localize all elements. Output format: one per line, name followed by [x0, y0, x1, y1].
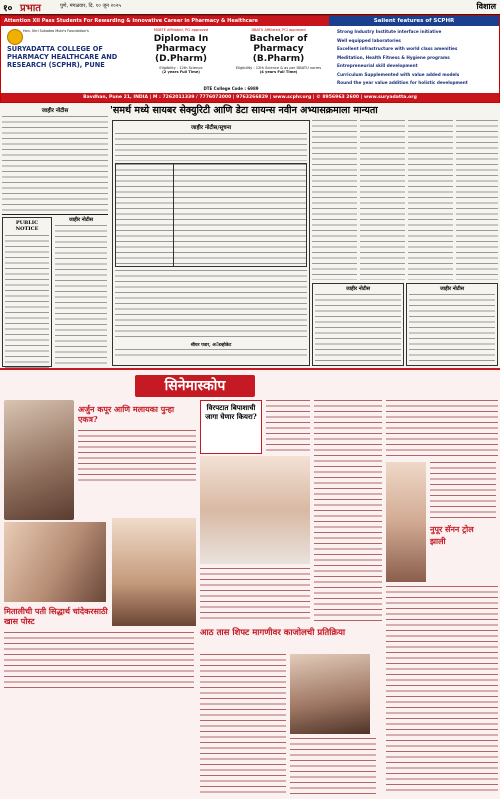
story3-headline-box [200, 400, 262, 454]
college-logo [7, 29, 23, 45]
ad-footer [1, 93, 499, 102]
notice-signature: श्रीधर पवार, अॅडव्होकेट [190, 343, 232, 348]
story3-body-2 [314, 400, 382, 622]
kiara-photo [200, 456, 310, 564]
ad-banner [1, 16, 329, 26]
course2-tag: DBATU Affiliated, PCI approved [251, 28, 306, 32]
left-notice-body [2, 116, 108, 212]
main-headline: 'समर्थ मध्ये सायबर सेक्युरिटी आणि डेटा सायन्स नवीन अभ्यासक्रमाला मान्यता [110, 105, 378, 116]
center-notice-title: जाहीर नोटीस/सूचना [190, 125, 232, 131]
story2-body [4, 632, 194, 692]
feature-item: Strong Industry Institute interface initiative [337, 29, 442, 34]
left-notice-title: जाहीर नोटीस [41, 108, 69, 114]
course1-name: Diploma In Pharmacy (D.Pharm) [153, 34, 209, 64]
course1-tag: MSBTE Affiliated, PCI approved [153, 28, 209, 32]
feature-item: Meditation, Health Fitness & Hygiene programs [337, 54, 450, 60]
left-notice2-title: जाहीर नोटीस [68, 217, 93, 223]
nupur-photo [386, 462, 426, 582]
section-name: विशाल [476, 1, 496, 11]
dte-code: DTE College Code : 6989 [203, 86, 259, 91]
ad-footer-text: Bavdhan, Pune 21, INDIA | M : 7262011339 / 7776073000 | 9763266829 | www.scphr.org | © 8956963 2600 | www.suryadatta.org [83, 95, 417, 100]
feature-item: Excellent infrastructure with world class amenities [337, 46, 458, 51]
malaika-photo [4, 522, 106, 602]
college-advertisement [0, 15, 500, 103]
page-number: १० [3, 4, 13, 14]
kajol-photo [290, 654, 370, 734]
article-column-3 [408, 120, 453, 280]
public-notice-title: PUBLIC NOTICE [15, 220, 39, 232]
cinemascope-logo-text: सिनेमास्कोप [164, 378, 226, 394]
story3-headline: विरपटात बिपाशाची जागा घेणार कियरा? [205, 403, 257, 421]
article-column-2 [360, 120, 405, 280]
notice-table [115, 163, 307, 267]
cinemascope-section [0, 368, 500, 799]
right-notice-1-title: जाहीर नोटीस [345, 286, 370, 292]
salient-title-text: Salient features of SCPHR [373, 18, 455, 24]
college-name: SURYADATTA COLLEGE OF PHARMACY HEALTHCARE AND RESEARCH (SCPHR), PUNE [7, 45, 118, 69]
story2-headline: मितालीची पती सिद्धार्थ चांदेकरसाठी खास पोस्ट [4, 606, 108, 626]
story5-subheadline: झाली [430, 536, 446, 546]
salient-title [329, 16, 499, 26]
masthead [0, 0, 500, 15]
story5-headline: नुपूर सॅनन ट्रोल [430, 524, 474, 534]
right-notice-2-title: जाहीर नोटीस [439, 286, 464, 292]
story1-body [78, 430, 196, 482]
right-notice-2 [406, 283, 498, 366]
mitali-photo [112, 518, 196, 626]
course2-name: Bachelor of Pharmacy (B.Pharm) [249, 34, 308, 64]
story4-body-2 [290, 738, 376, 794]
feature-item: Round the year value addition for holistic development [337, 80, 468, 85]
right-notice-1 [312, 283, 404, 366]
course2-note: Eligibility : 12th Science & as per DBATU norms [235, 66, 322, 70]
course1-note: Eligibility : 12th Science [159, 66, 203, 70]
feature-item: Entrepreneurial skill development [337, 63, 418, 68]
story5-body [386, 586, 498, 794]
feature-item: Well equipped laboratories [337, 37, 401, 43]
course-diploma [134, 28, 228, 86]
story4-headline: आठ तास शिफ्ट मागणीवर काजोलची प्रतिक्रिया [200, 628, 346, 638]
article-column-4 [456, 120, 498, 280]
ad-banner-text: Attention XII Pass Students For Rewarding & Innovative Career in Pharmacy & Healthcare [4, 18, 258, 24]
date-line: पुणे, मंगळवार, दि. १० जून २०२५ [60, 3, 121, 9]
cinemascope-logo [135, 375, 255, 397]
story1-headline: अर्जुन कपूर आणि मलायका पुन्हा एकत्र? [78, 404, 175, 424]
arjun-photo [4, 400, 74, 520]
left-notices-column [2, 106, 108, 366]
course2-duration: (4 years Full Time) [259, 70, 298, 74]
story3-body-1 [266, 400, 310, 454]
story5-side-body [430, 462, 496, 520]
paper-name: प्रभात [20, 3, 42, 14]
story4-body-1 [200, 654, 286, 794]
features-list [331, 28, 500, 88]
article-column-1 [312, 120, 357, 280]
course1-duration: (2 years Full Time) [162, 70, 200, 74]
center-notice [112, 120, 310, 366]
story3-body-3 [200, 568, 310, 622]
left-notice2-body [55, 225, 107, 367]
story5-body-top [386, 400, 498, 460]
public-notice-box [2, 217, 52, 367]
college-small-title: Hon. Shri Sukadeo Mule's Foundation's [23, 29, 89, 33]
course-bachelor [230, 28, 327, 86]
feature-item: Curriculum Supplemented with value added models [337, 71, 460, 77]
